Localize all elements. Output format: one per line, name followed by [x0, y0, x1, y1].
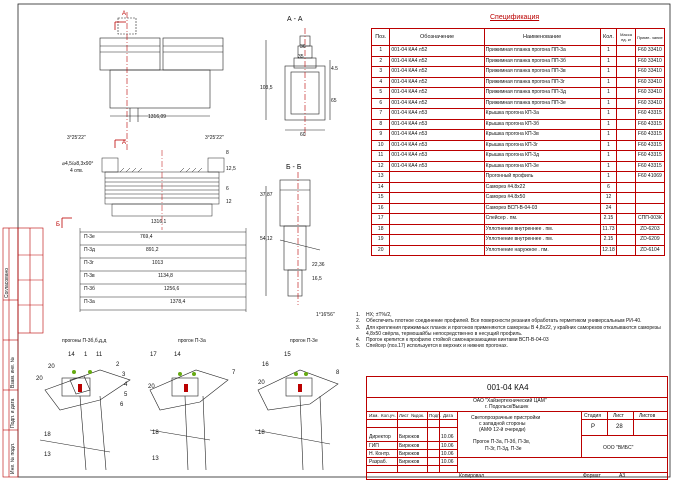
tb-sheet: 28	[616, 424, 623, 430]
len-name-5: П-3а	[84, 299, 95, 305]
tb-head-5: Дата	[443, 413, 453, 418]
len-value-1: 891,2	[146, 247, 159, 253]
spec-cell-note: F60 33410	[635, 77, 664, 88]
tb-desc1: Светопрозрачные пристройки	[471, 415, 541, 421]
spec-cell-mass	[617, 182, 635, 193]
callout-l-4: 11	[96, 352, 103, 358]
detail-right-title: прогон П-3е	[290, 338, 318, 344]
spec-cell-qty: 6	[600, 182, 617, 193]
spec-cell-qty: 1	[600, 119, 617, 130]
tb-format-value: А3	[619, 473, 626, 479]
note-number: 4.	[356, 337, 361, 344]
dim-aa-4-5: 4.5	[331, 66, 338, 72]
detail-mid-title: прогон П-3а	[178, 338, 206, 344]
spec-row	[372, 151, 665, 162]
spec-cell-note: F60 33410	[635, 67, 664, 78]
spec-row	[372, 203, 665, 214]
spec-cell-note: F60 33410	[635, 88, 664, 99]
spec-cell-note: F60 43315	[635, 151, 664, 162]
callout-l-2: 14	[68, 352, 75, 358]
spec-row	[372, 109, 665, 120]
plan-hatch	[120, 168, 202, 172]
spec-cell-name: Крышка прогона КП-3д	[484, 151, 600, 162]
dim-bb-54-12: 54,12	[260, 236, 273, 242]
title-block	[366, 376, 668, 480]
tb-name-0: Бирюков	[399, 434, 420, 440]
spec-cell-code	[390, 224, 484, 235]
spec-cell-qty: 1	[600, 56, 617, 67]
callout-m-5: 13	[152, 456, 159, 462]
callout-l-3: 1	[84, 352, 88, 358]
tb-date-2: 10.06	[441, 451, 454, 457]
spec-cell-pos: 4	[372, 77, 390, 88]
callout-m-2: 7	[232, 370, 236, 376]
tb-role-1: ГИП	[369, 443, 379, 449]
detail-mid	[150, 370, 228, 470]
spec-cell-mass	[617, 67, 635, 78]
spec-row	[372, 98, 665, 109]
dim-top-width: 1316,09	[148, 114, 167, 120]
spec-cell-mass	[617, 109, 635, 120]
callout-r-4: 18	[258, 430, 265, 436]
spec-cell-note: F60 41069	[635, 172, 664, 183]
spec-cell-code: 001-04 КА4 л53	[390, 151, 484, 162]
spec-row	[372, 119, 665, 130]
dim-bb-angle: 1°16'56"	[316, 312, 335, 318]
spec-cell-note: F60 43315	[635, 109, 664, 120]
spec-header-row	[372, 29, 665, 46]
dim-bb-16-5: 16,5	[312, 276, 322, 282]
spec-cell-qty: 2.15	[600, 235, 617, 246]
tb-org2: г. Подольск/Вышек	[485, 404, 529, 410]
spec-cell-code: 001-04 КА4 л53	[390, 119, 484, 130]
len-name-1: П-3д	[84, 247, 95, 253]
arrow-a-bottom: А	[122, 140, 127, 146]
len-value-5: 1378,4	[170, 299, 186, 305]
section-bb	[266, 172, 320, 305]
spec-cell-name: Прогонный профиль	[484, 172, 600, 183]
dim-aa-36: 36	[300, 44, 306, 50]
spec-cell-qty: 1	[600, 98, 617, 109]
spec-cell-name: Саморез ВСП-В-04-03	[484, 203, 600, 214]
callout-r-3: 8	[336, 370, 340, 376]
spec-cell-code: 001-04 КА4 л52	[390, 56, 484, 67]
spec-cell-pos: 14	[372, 182, 390, 193]
section-aa	[266, 28, 330, 136]
spec-cell-mass	[617, 98, 635, 109]
spec-cell-name: Уплотнение внутреннее . пм.	[484, 224, 600, 235]
spec-table	[371, 28, 665, 256]
tb-date-3: 10.06	[441, 459, 454, 465]
spec-cell-qty: 24	[600, 203, 617, 214]
spec-row	[372, 214, 665, 225]
spec-cell-pos: 7	[372, 109, 390, 120]
spec-cell-qty: 1	[600, 172, 617, 183]
tb-head-2: Лист	[399, 413, 409, 418]
arrow-a-top: А	[122, 11, 127, 17]
tb-head-0: Изм.	[369, 413, 379, 418]
spec-cell-pos: 16	[372, 203, 390, 214]
spec-head-qty: Кол.	[600, 29, 617, 46]
spec-row	[372, 182, 665, 193]
spec-cell-name: Крышка прогона КП-3б	[484, 119, 600, 130]
tb-name-3: Бирюков	[399, 459, 420, 465]
tb-head-4: Подп.	[429, 413, 441, 418]
dim-aa-60: 60	[300, 132, 306, 138]
tb-head-3: №док.	[411, 413, 425, 418]
dim-1316: 1316,1	[151, 219, 167, 225]
spec-cell-code	[390, 193, 484, 204]
spec-cell-qty: 1	[600, 109, 617, 120]
spec-head-note: Приме- чание	[635, 29, 664, 46]
spec-cell-code: 001-04 КА4 л53	[390, 109, 484, 120]
callout-l-0: 20	[48, 364, 55, 370]
spec-row	[372, 235, 665, 246]
spec-cell-mass	[617, 235, 635, 246]
dim-angle-right: 3°25'22"	[205, 135, 224, 141]
len-name-0: П-3е	[84, 234, 95, 240]
callout-m-4: 18	[152, 430, 159, 436]
spec-head-name: Наименование	[484, 29, 600, 46]
spec-row	[372, 172, 665, 183]
spec-cell-code: 001-04 КА4 л52	[390, 88, 484, 99]
callout-m-1: 14	[174, 352, 181, 358]
tb-company: ООО "ВИБС"	[603, 445, 634, 451]
spec-cell-name: Прижимная планка прогона ПП-3б	[484, 56, 600, 67]
spec-head-mass: Масса ед. кг	[617, 29, 635, 46]
note-number: 1.	[356, 312, 361, 318]
spec-cell-pos: 10	[372, 140, 390, 151]
spec-cell-note: F60 43315	[635, 119, 664, 130]
note-number: 5.	[356, 343, 361, 350]
spec-cell-note: ZD-6104	[635, 245, 664, 256]
tb-sheet-head: Лист	[613, 413, 624, 419]
spec-cell-name: Саморез #4.8х50	[484, 193, 600, 204]
note-number: 2.	[356, 318, 361, 325]
spec-cell-name: Прижимная планка прогона ПП-3а	[484, 46, 600, 57]
callout-l-11: 18	[44, 432, 51, 438]
spec-cell-pos: 1	[372, 46, 390, 57]
callout-r-0: 16	[262, 362, 269, 368]
spec-cell-pos: 2	[372, 56, 390, 67]
spec-cell-pos: 6	[372, 98, 390, 109]
spec-row	[372, 88, 665, 99]
spec-cell-pos: 12	[372, 161, 390, 172]
note-item	[356, 325, 668, 338]
spec-cell-note	[635, 182, 664, 193]
spec-cell-name: Прижимная планка прогона ПП-3г	[484, 77, 600, 88]
spec-cell-name: Уплотнение наружное . пм.	[484, 245, 600, 256]
dim-12-5: 12,5	[226, 166, 236, 172]
tb-date-1: 10.06	[441, 443, 454, 449]
dim-bb-22-36: 22,36	[312, 262, 325, 268]
spec-cell-code: 001-04 КА4 л52	[390, 98, 484, 109]
spec-cell-qty: 12.18	[600, 245, 617, 256]
callout-l-10: 13	[44, 452, 51, 458]
spec-cell-pos: 19	[372, 235, 390, 246]
note-text: Обеспечить плотное соединение профилей. Все поверхности резания обработать герметиком универсальным РИ-40.	[366, 318, 642, 325]
note-text: Для крепления прижимных планок и прогонов применяются саморезы В 4,8х22, у крайних саморезов откалываются саморезы 4,8х50 свёрла, термошайбы непосредственно в несущий профиль.	[366, 324, 661, 337]
spec-cell-mass	[617, 245, 635, 256]
spec-cell-qty: 1	[600, 130, 617, 141]
spec-cell-code	[390, 245, 484, 256]
side-stamp	[3, 228, 43, 477]
spec-cell-code: 001-04 КА4 л52	[390, 77, 484, 88]
len-value-3: 1134,8	[158, 273, 173, 279]
spec-cell-mass	[617, 56, 635, 67]
spec-cell-code: 001-04 КА4 л53	[390, 161, 484, 172]
spec-cell-name: Прижимная планка прогона ПП-3е	[484, 98, 600, 109]
spec-cell-qty: 1	[600, 67, 617, 78]
spec-cell-mass	[617, 151, 635, 162]
note-text: Спейсер (поз.17) используется в верхних и нижних прогонах.	[366, 343, 508, 350]
spec-cell-pos: 20	[372, 245, 390, 256]
callout-l-9: 6	[120, 402, 124, 408]
spec-cell-name: Крышка прогона КП-3е	[484, 161, 600, 172]
callout-r-1: 15	[284, 352, 291, 358]
spec-cell-code	[390, 203, 484, 214]
spec-cell-name: Саморез #4.8х22	[484, 182, 600, 193]
sidebar-signed: Подп. и дата	[10, 398, 16, 428]
callout-l-6: 3	[122, 372, 126, 378]
spec-cell-note: F60 33410	[635, 46, 664, 57]
sidebar-inventory: Инв. № подл.	[10, 442, 16, 474]
sidebar-replaced: Взам. инв. №	[10, 357, 16, 388]
spec-cell-code: 001-04 КА4 л53	[390, 130, 484, 141]
detail-left-title: прогоны П-3б,б,д,д	[62, 338, 107, 344]
spec-cell-qty: 1	[600, 161, 617, 172]
spec-head-pos: Поз.	[372, 29, 390, 46]
detail-left	[40, 370, 130, 470]
spec-cell-name: Крышка прогона КП-3а	[484, 109, 600, 120]
dim-8: 8	[226, 150, 229, 156]
spec-cell-code: 001-04 КА4 л52	[390, 46, 484, 57]
spec-cell-code: 001-04 КА4 л52	[390, 67, 484, 78]
spec-cell-mass	[617, 119, 635, 130]
dim-aa-35: 35	[298, 54, 304, 60]
spec-cell-mass	[617, 77, 635, 88]
spec-cell-note: F60 33410	[635, 56, 664, 67]
spec-cell-qty: 12	[600, 193, 617, 204]
spec-row	[372, 46, 665, 57]
tb-name-1: Бирюков	[399, 443, 420, 449]
notes-block	[356, 312, 668, 350]
spec-cell-note	[635, 193, 664, 204]
callout-l-8: 5	[124, 392, 128, 398]
dim-aa-65: 65	[331, 98, 337, 104]
spec-cell-pos: 3	[372, 67, 390, 78]
spec-cell-pos: 18	[372, 224, 390, 235]
spec-cell-mass	[617, 140, 635, 151]
spec-row	[372, 77, 665, 88]
spec-cell-mass	[617, 46, 635, 57]
spec-cell-mass	[617, 193, 635, 204]
spec-cell-code	[390, 235, 484, 246]
spec-cell-pos: 9	[372, 130, 390, 141]
spec-cell-name: Крышка прогона КП-3в	[484, 130, 600, 141]
spec-row	[372, 224, 665, 235]
tb-org1: ОАО "Хайзертехнический ЦАМ"	[473, 398, 547, 404]
spec-row	[372, 245, 665, 256]
spec-cell-name: Крышка прогона КП-3г	[484, 140, 600, 151]
spec-cell-pos: 11	[372, 151, 390, 162]
tb-code: 001-04 КА4	[487, 383, 529, 392]
callout-l-1: 20	[36, 376, 43, 382]
spec-cell-pos: 8	[372, 119, 390, 130]
spec-cell-qty: 1	[600, 88, 617, 99]
spec-row	[372, 161, 665, 172]
dim-bb-37-87: 37,87	[260, 192, 273, 198]
tb-role-2: Н. Контр.	[369, 451, 391, 457]
dim-angle-left: 3°25'22"	[67, 135, 86, 141]
spec-cell-mass	[617, 161, 635, 172]
callout-m-0: 17	[150, 352, 157, 358]
spec-cell-note: СПП-003К	[635, 214, 664, 225]
spec-row	[372, 130, 665, 141]
note-text: Прогон крепится к профилю стойкой самонарезающими винтами ВСП-В-04-03	[366, 337, 549, 344]
spec-cell-qty: 1	[600, 46, 617, 57]
spec-cell-note: F60 43315	[635, 140, 664, 151]
spec-cell-mass	[617, 214, 635, 225]
tb-head-1: Кол.уч.	[381, 413, 396, 418]
tb-parts1: Прогон П-3а, П-3б, П-3в,	[473, 439, 531, 445]
tb-parts2: П-3г, П-3д, П-3е	[485, 446, 522, 452]
tb-name-2: Бирюков	[399, 451, 420, 457]
spec-row	[372, 67, 665, 78]
spec-cell-qty: 2.15	[600, 214, 617, 225]
tb-stage-head: Стадия	[584, 413, 602, 419]
dim-12: 12	[226, 199, 232, 205]
callout-l-5: 2	[116, 362, 120, 368]
spec-row	[372, 56, 665, 67]
plan-view	[102, 150, 224, 230]
cut-marks-b	[62, 218, 72, 228]
tb-sheets-head: Листов	[639, 413, 656, 419]
spec-cell-note: F60 33410	[635, 98, 664, 109]
spec-cell-note: ZD-6203	[635, 224, 664, 235]
tb-role-3: Разраб.	[369, 459, 388, 465]
spec-cell-code	[390, 172, 484, 183]
dim-hole-count: 4 отв.	[70, 168, 84, 174]
spec-cell-note: F60 43315	[635, 161, 664, 172]
len-value-0: 769,4	[140, 234, 153, 240]
spec-cell-name: Спейсер . пм.	[484, 214, 600, 225]
spec-cell-mass	[617, 203, 635, 214]
callout-m-3: 20	[148, 384, 155, 390]
front-view-top	[100, 12, 223, 150]
spec-cell-name: Прижимная планка прогона ПП-3в	[484, 67, 600, 78]
spec-cell-mass	[617, 130, 635, 141]
tb-desc2: с западной стороны	[479, 421, 526, 427]
note-item	[356, 343, 668, 349]
note-number: 3.	[356, 324, 361, 331]
section-bb-title: Б - Б	[286, 164, 302, 171]
dim-hole: ⌀4,5/⌀8,3х90°	[62, 161, 94, 167]
len-value-2: 1013	[152, 260, 164, 266]
note-text: НХ; ±Т%/2,	[366, 312, 392, 318]
dim-aa-103-5: 103,5	[260, 85, 273, 91]
arrow-b: Б	[56, 222, 60, 228]
spec-cell-pos: 13	[372, 172, 390, 183]
len-name-2: П-3г	[84, 260, 94, 266]
spec-cell-code: 001-04 КА4 л53	[390, 140, 484, 151]
spec-cell-name: Уплотнение внутреннее . пм.	[484, 235, 600, 246]
detail-right	[255, 370, 338, 470]
spec-cell-pos: 17	[372, 214, 390, 225]
spec-row	[372, 140, 665, 151]
spec-cell-qty: 1	[600, 140, 617, 151]
section-aa-title: А - А	[287, 16, 303, 23]
spec-cell-note	[635, 203, 664, 214]
cut-marks-a	[115, 22, 126, 148]
spec-cell-note: F60 43315	[635, 130, 664, 141]
spec-title: Спецификация	[490, 14, 540, 21]
len-name-3: П-3в	[84, 273, 95, 279]
len-value-4: 1256,6	[164, 286, 180, 292]
tb-role-0: Директор	[369, 434, 391, 440]
spec-cell-mass	[617, 224, 635, 235]
spec-cell-mass	[617, 172, 635, 183]
tb-stage: Р	[591, 424, 596, 430]
spec-cell-qty: 1	[600, 77, 617, 88]
spec-cell-pos: 5	[372, 88, 390, 99]
spec-row	[372, 193, 665, 204]
gasket-marks	[72, 370, 308, 376]
callout-l-7: 4	[124, 382, 128, 388]
spec-head-code: Обозначение	[390, 29, 484, 46]
spec-cell-pos: 15	[372, 193, 390, 204]
spec-cell-name: Прижимная планка прогона ПП-3д	[484, 88, 600, 99]
spec-cell-qty: 11.73	[600, 224, 617, 235]
tb-copied: Копировал	[459, 473, 485, 479]
tb-date-0: 10.06	[441, 434, 454, 440]
spec-cell-code	[390, 214, 484, 225]
len-name-4: П-3б	[84, 286, 95, 292]
tb-desc3: (АМФ 12-й очереди)	[479, 427, 526, 433]
spec-cell-qty: 1	[600, 151, 617, 162]
length-dim-lines	[80, 228, 246, 312]
sidebar-agreed: Согласовано	[4, 267, 10, 298]
callout-r-2: 20	[258, 380, 265, 386]
spec-cell-code	[390, 182, 484, 193]
tb-format: Формат	[583, 473, 601, 479]
spec-cell-note: ZD-6209	[635, 235, 664, 246]
spec-cell-mass	[617, 88, 635, 99]
dim-6: 6	[226, 186, 229, 192]
